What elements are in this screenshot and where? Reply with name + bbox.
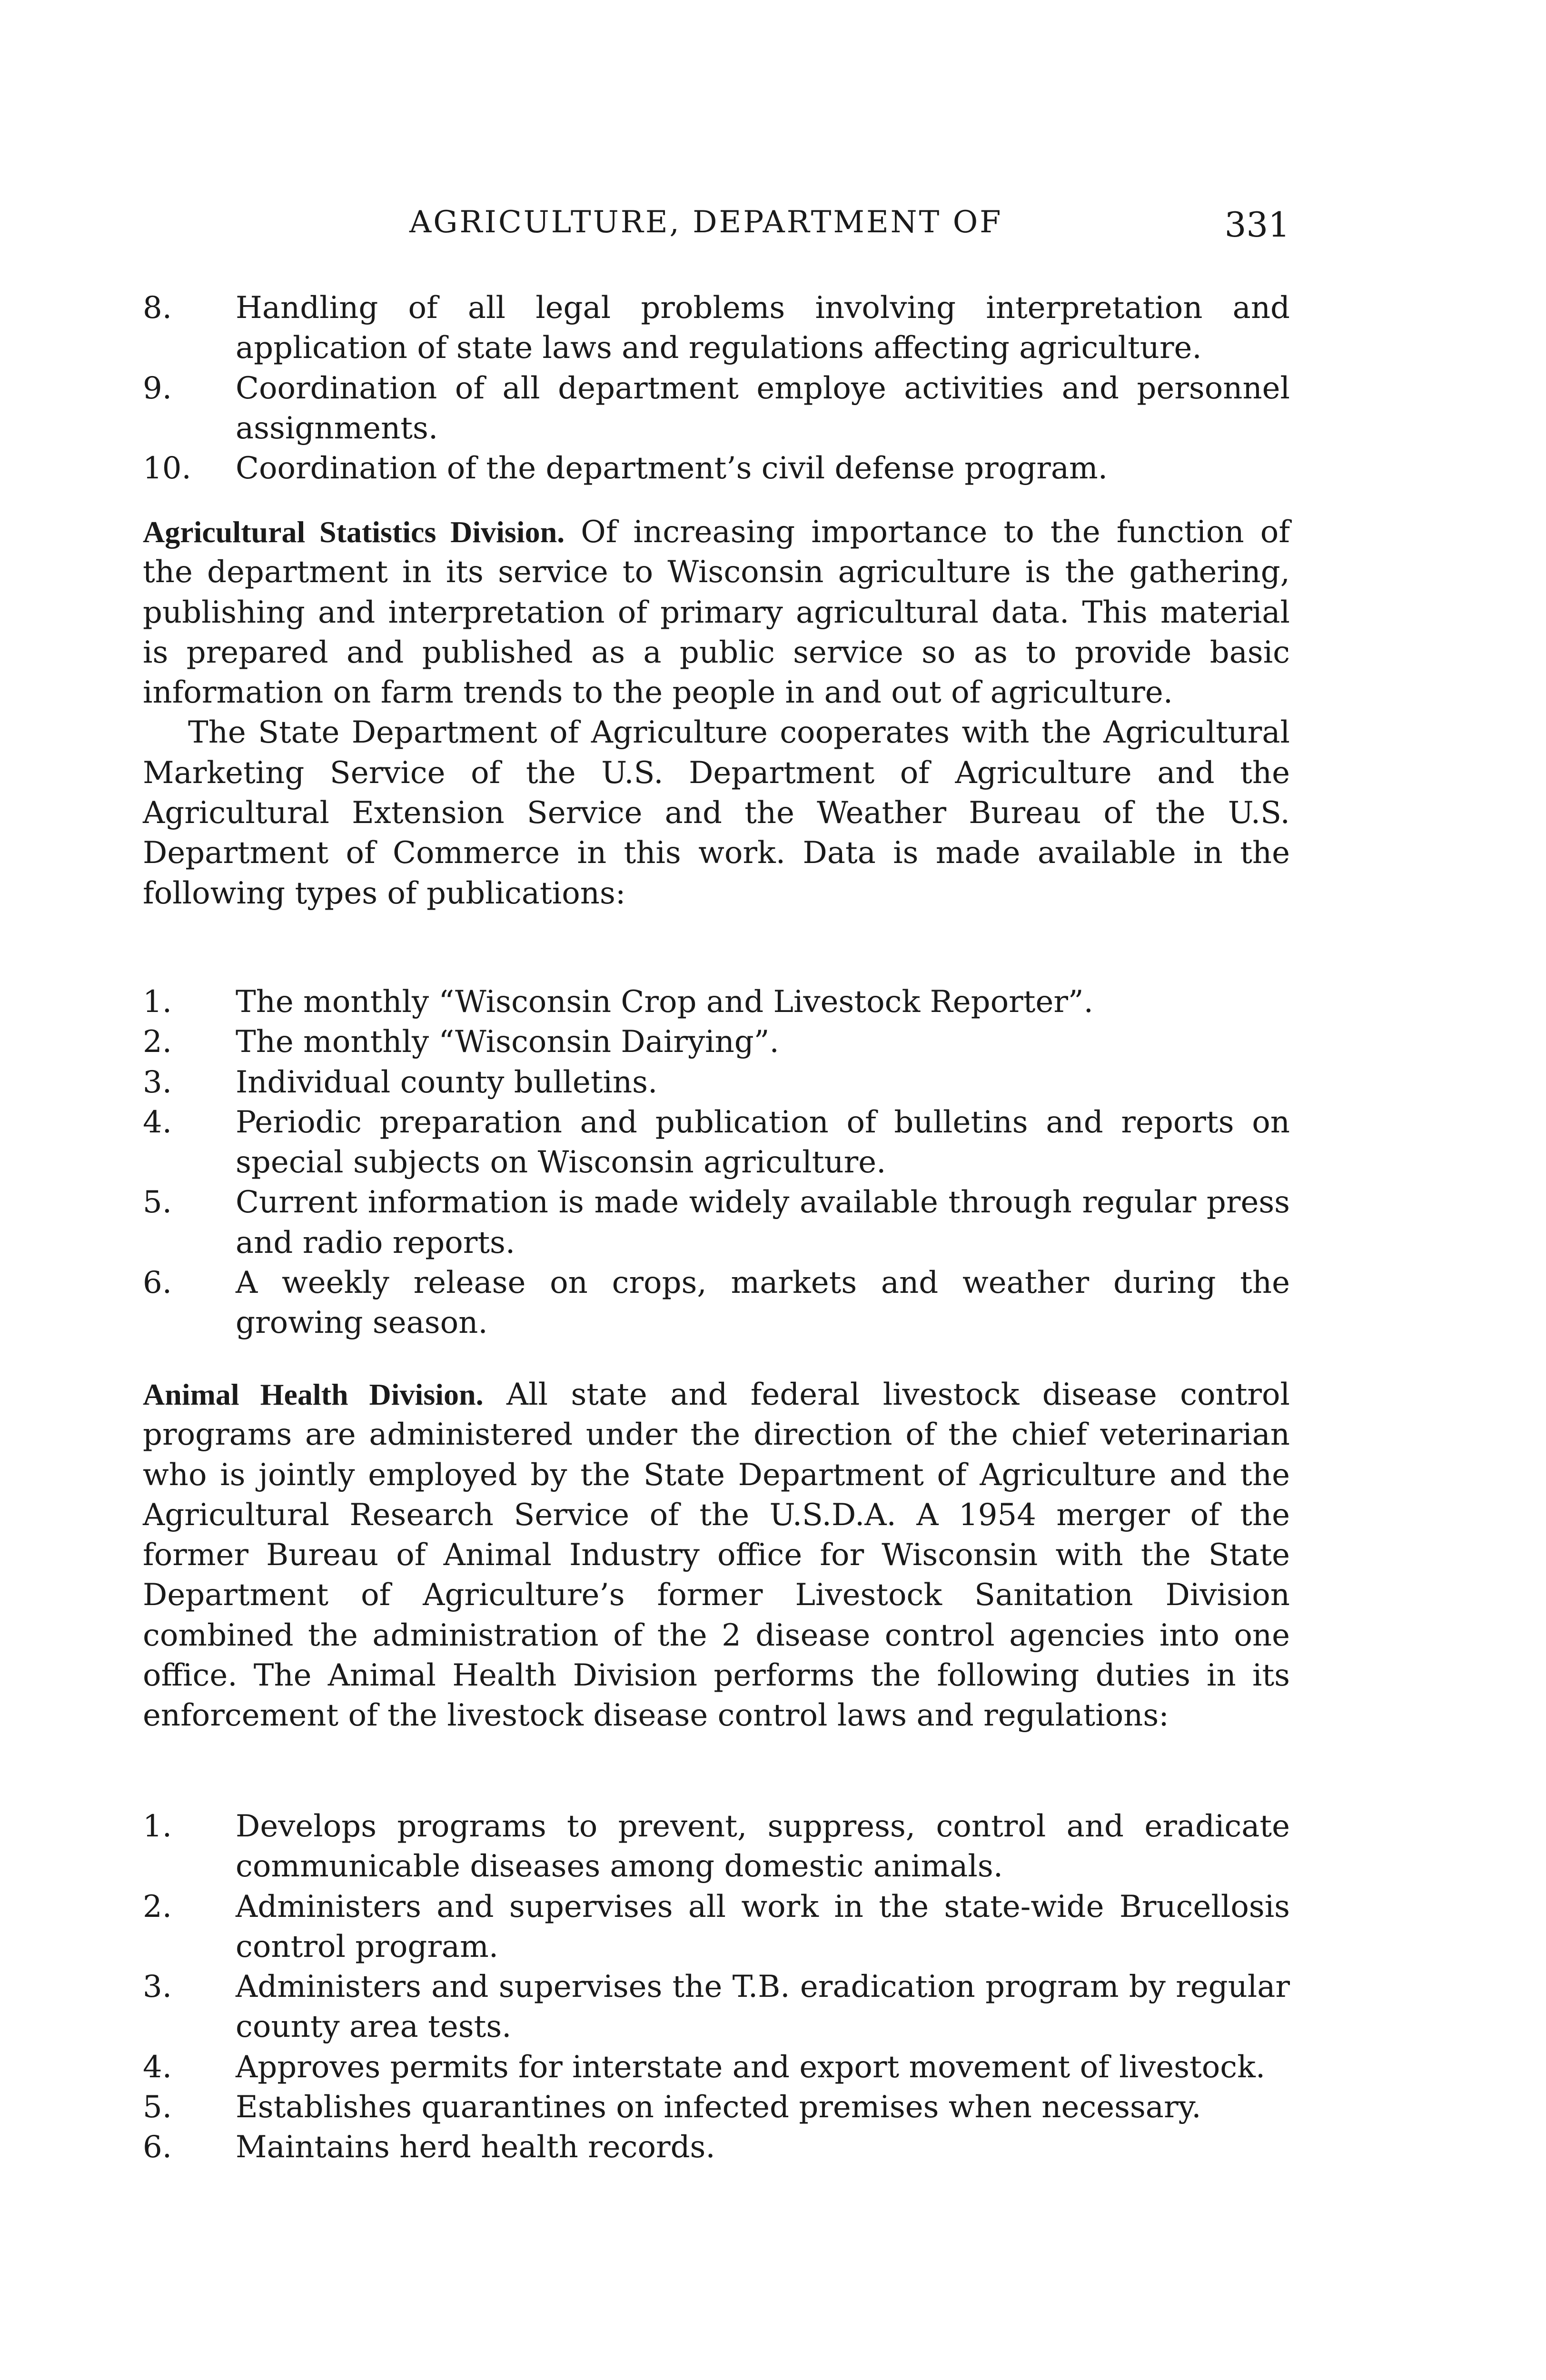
animal-health-section [143, 1375, 1290, 1736]
list-item [143, 2047, 1290, 2087]
continued-list [143, 288, 1290, 488]
list-text: Administers and supervises all work in the state-wide Brucellosis control program. [236, 1889, 1290, 1964]
publications-list [143, 982, 1290, 1343]
ag-stats-heading: Agricultural Statistics Division. [143, 515, 565, 549]
list-number: 6. [143, 2130, 172, 2165]
list-item [143, 368, 1290, 449]
list-number: 9. [143, 370, 172, 406]
list-text: The monthly “Wisconsin Crop and Livestock Reporter”. [236, 984, 1093, 1020]
list-text: Develops programs to prevent, suppress, control and eradicate communicable diseases among domestic animals. [236, 1809, 1290, 1884]
list-number: 1. [143, 1809, 172, 1844]
list-item [143, 1182, 1290, 1263]
list-text: Current information is made widely available through regular press and radio reports. [236, 1185, 1290, 1260]
list-item [143, 448, 1290, 488]
list-item [143, 1806, 1290, 1887]
page-number: 331 [1224, 205, 1290, 245]
list-item [143, 288, 1290, 368]
page-header [143, 195, 1290, 248]
list-item [143, 1887, 1290, 1967]
publications-list-section [143, 982, 1290, 1343]
list-text: Coordination of the department’s civil defense program. [236, 451, 1108, 486]
list-number: 3. [143, 1969, 172, 2005]
list-number: 3. [143, 1064, 172, 1100]
animal-health-para1-text: All state and federal livestock disease control programs are administered under the direction of the chief veterinarian who is jointly employed by the State Department of Agriculture and the Agricultural Research Service of the U.S.D.A. A 1954 merger of the former Bureau of Animal Industry office for Wisconsin with the State Department of Agriculture’s former Livestock Sanitation Division combined the administration of the 2 disease control agencies into one office. The Animal Health Division performs the following duties in its enforcement of the livestock disease control laws and regulations: [143, 1377, 1290, 1734]
list-item [143, 1062, 1290, 1102]
list-item [143, 2127, 1290, 2167]
duties-list [143, 1806, 1290, 2168]
list-number: 6. [143, 1265, 172, 1301]
list-item [143, 982, 1290, 1022]
list-number: 2. [143, 1024, 172, 1060]
animal-health-paragraph [143, 1375, 1290, 1736]
list-item [143, 1102, 1290, 1183]
list-text: Periodic preparation and publication of bulletins and reports on special subjects on Wisconsin agriculture. [236, 1104, 1290, 1180]
list-text: Approves permits for interstate and export movement of livestock. [236, 2049, 1266, 2085]
list-text: Maintains herd health records. [236, 2130, 715, 2165]
list-number: 2. [143, 1889, 172, 1924]
list-number: 1. [143, 984, 172, 1020]
list-text: The monthly “Wisconsin Dairying”. [236, 1024, 779, 1060]
document-page [143, 0, 1290, 2380]
duties-list-section [143, 1806, 1290, 2168]
list-text: Administers and supervises the T.B. eradication program by regular county area tests. [236, 1969, 1290, 2045]
ag-stats-paragraph-2: The State Department of Agriculture cooperates with the Agricultural Marketing Service of the U.S. Department of Agriculture and the Agricultural Extension Service and the Weather Bureau of the U.S. Department of Commerce in this work. Data is made available in the following types of publications: [143, 715, 1290, 911]
list-item [143, 1263, 1290, 1343]
list-item [143, 2087, 1290, 2127]
list-text: A weekly release on crops, markets and weather during the growing season. [236, 1265, 1290, 1341]
list-item [143, 1022, 1290, 1062]
list-number: 5. [143, 1185, 172, 1220]
list-item [143, 1967, 1290, 2047]
ag-stats-paragraph-1 [143, 512, 1290, 713]
list-number: 10. [143, 451, 191, 486]
animal-health-heading: Animal Health Division. [143, 1378, 484, 1411]
ag-stats-para1-text: Of increasing importance to the function of the department in its service to Wisconsin agriculture is the gathering, publishing and interpretation of primary agricultural data. This material is prepared and published as a public service so as to provide basic information on farm trends to the people in and out of agriculture. [143, 515, 1290, 711]
list-text: Handling of all legal problems involving interpretation and application of state laws and regulations affecting agriculture. [236, 290, 1290, 366]
running-title: AGRICULTURE, DEPARTMENT OF [409, 205, 1003, 240]
agricultural-statistics-section [143, 512, 1290, 913]
list-number: 5. [143, 2090, 172, 2125]
list-number: 8. [143, 290, 172, 326]
list-text: Coordination of all department employe activities and personnel assignments. [236, 370, 1290, 446]
list-text: Establishes quarantines on infected premises when necessary. [236, 2090, 1201, 2125]
continued-list-section [143, 288, 1290, 488]
list-text: Individual county bulletins. [236, 1064, 658, 1100]
list-number: 4. [143, 2049, 172, 2085]
list-number: 4. [143, 1104, 172, 1140]
